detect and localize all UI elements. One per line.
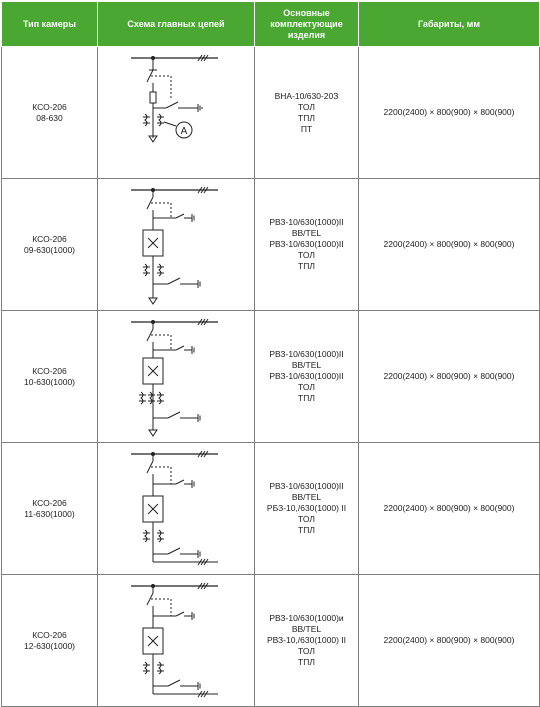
header-equipment: Основные комплектующие изделия (255, 2, 359, 47)
equipment-cell (255, 179, 359, 311)
equipment-item: BB/TEL (291, 360, 322, 370)
ammeter-label: A (180, 125, 188, 137)
dims-cell: 2200(2400) × 800(900) × 800(900) (359, 47, 540, 179)
equipment-item: BB/TEL (291, 228, 322, 238)
equipment-item: РВЗ-10/630(1000)II (269, 349, 344, 359)
table-row (2, 47, 540, 179)
circuit-diagram-12 (126, 578, 226, 704)
header-scheme: Схема главных цепей (98, 2, 255, 47)
circuit-diagram-08 (126, 50, 226, 176)
equipment-item: РВЗ-10/630(1000)II (269, 217, 344, 227)
equipment-item: ТПЛ (298, 261, 315, 271)
table-row (2, 179, 540, 311)
equipment-item: РВЗ-10/630(1000)II (269, 239, 344, 249)
equipment-item: РВЗ-10/630(1000)II (269, 371, 344, 381)
type-name: КСО-206 (32, 233, 67, 244)
equipment-item: ТПЛ (298, 657, 315, 667)
equipment-item: ТОЛ (298, 101, 315, 112)
scheme-cell (98, 179, 255, 311)
dims-cell: 2200(2400) × 800(900) × 800(900) (359, 179, 540, 311)
scheme-cell (98, 47, 255, 179)
type-name: КСО-206 (32, 365, 67, 376)
equipment-item: РВЗ-10/630(1000)II (269, 481, 344, 491)
scheme-cell (98, 575, 255, 707)
equipment-item: ВНА-10/630-20З (274, 90, 339, 101)
equipment-item: ТОЛ (298, 382, 315, 392)
equipment-item: BB/TEL (291, 624, 322, 634)
dims-cell: 2200(2400) × 800(900) × 800(900) (359, 443, 540, 575)
equipment-cell (255, 47, 359, 179)
equipment-item: ТПЛ (298, 393, 315, 403)
scheme-cell (98, 443, 255, 575)
equipment-item: ТОЛ (298, 250, 315, 260)
equipment-item: РВЗ-10,/630(1000) II (266, 635, 347, 645)
type-code: 12-630(1000) (23, 640, 76, 651)
header-type: Тип камеры (2, 2, 98, 47)
equipment-item: ТОЛ (298, 514, 315, 524)
circuit-diagram-11 (126, 446, 226, 572)
circuit-diagram-09 (126, 182, 226, 308)
dims-cell: 2200(2400) × 800(900) × 800(900) (359, 311, 540, 443)
equipment-cell (255, 575, 359, 707)
type-code: 11-630(1000) (24, 508, 75, 519)
equipment-item: ТПЛ (298, 112, 315, 123)
scheme-cell (98, 311, 255, 443)
type-cell (2, 47, 98, 179)
equipment-item: ПТ (300, 123, 313, 134)
dims-cell: 2200(2400) × 800(900) × 800(900) (359, 575, 540, 707)
header-row (2, 2, 540, 47)
type-cell (2, 179, 98, 311)
type-name: КСО-206 (32, 497, 67, 508)
type-cell (2, 311, 98, 443)
equipment-item: BB/TEL (291, 492, 322, 502)
equipment-item: РБЗ-10,/630(1000) II (266, 503, 347, 513)
type-code: 08-630 (36, 112, 63, 123)
type-name: КСО-206 (32, 101, 67, 112)
type-cell (2, 443, 98, 575)
header-dims: Габариты, мм (359, 2, 540, 47)
equipment-cell (255, 443, 359, 575)
type-code: 09-630(1000) (23, 244, 76, 255)
circuit-diagram-10 (126, 314, 226, 440)
type-name: КСО-206 (32, 629, 67, 640)
table-row (2, 443, 540, 575)
table-row (2, 311, 540, 443)
equipment-item: ТПЛ (298, 525, 315, 535)
equipment-item: РВЗ-10/630(1000)и (269, 613, 344, 623)
type-code: 10-630(1000) (23, 376, 76, 387)
equipment-item: ТОЛ (298, 646, 315, 656)
type-cell (2, 575, 98, 707)
table-row (2, 575, 540, 707)
spec-table (1, 1, 540, 707)
equipment-cell (255, 311, 359, 443)
